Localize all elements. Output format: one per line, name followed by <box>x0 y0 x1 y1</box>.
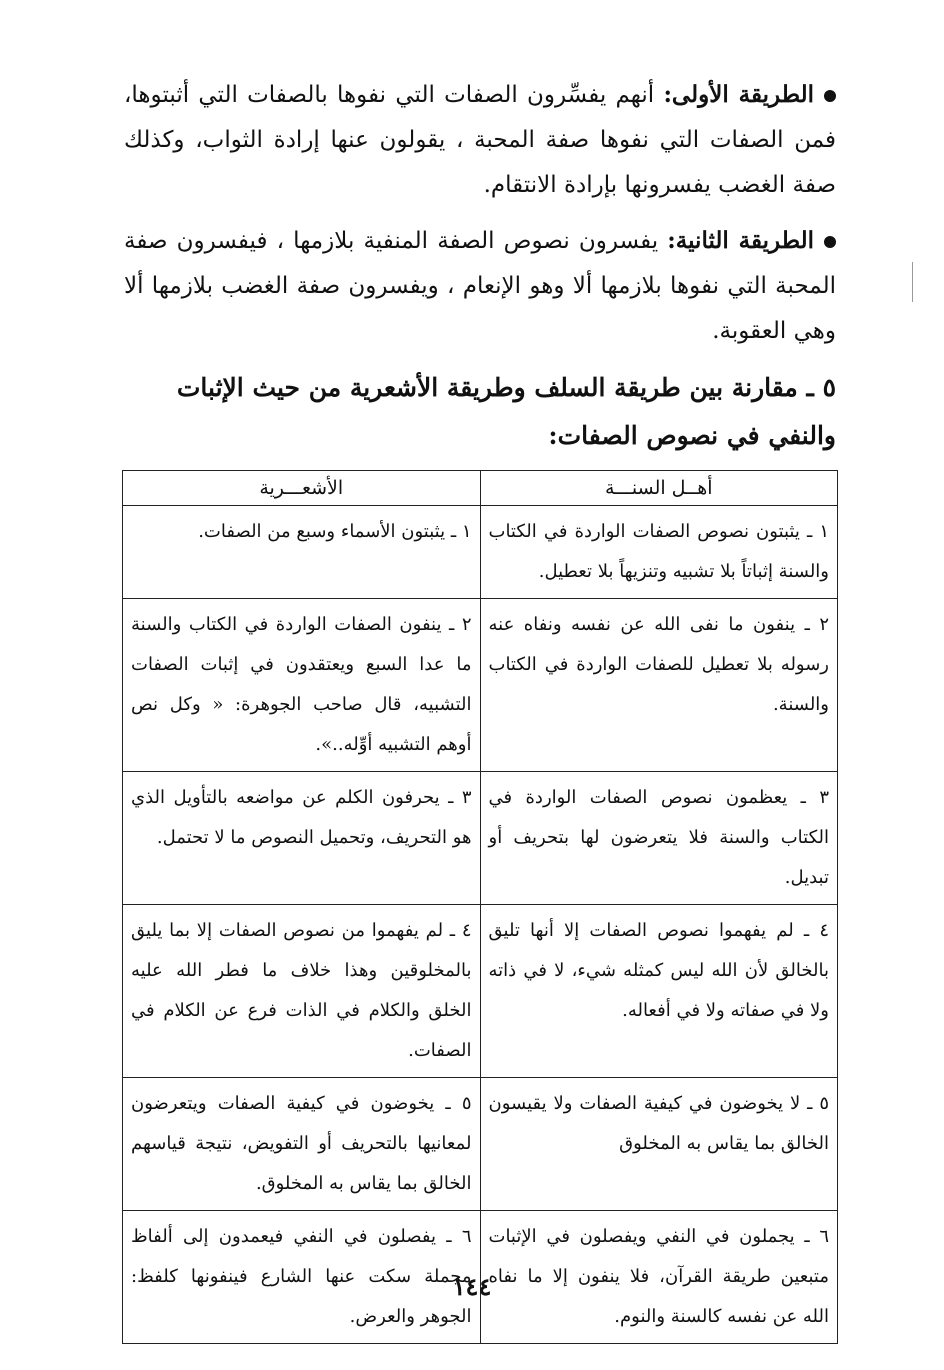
table-cell-ashariyya: ٣ ـ يحرفون الكلم عن مواضعه بالتأويل الذي هو التحريف، وتحميل النصوص ما لا تحتمل. <box>123 772 481 905</box>
table-row <box>123 506 838 599</box>
table-cell-ashariyya: ٤ ـ لم يفهموا من نصوص الصفات إلا بما يليق بالمخلوقين وهذا خلاف ما فطر الله عليه الخلق والكلام في الذات فرع عن الكلام في الصفات. <box>123 905 481 1078</box>
paragraph-second-method <box>124 218 836 354</box>
page-number: ١٤٤ <box>452 1272 492 1301</box>
table-cell-sunnah: ٥ ـ لا يخوضون في كيفية الصفات ولا يقيسون الخالق بما يقاس به المخلوق <box>480 1078 838 1211</box>
bullet-icon <box>824 236 836 248</box>
table-cell-sunnah: ٢ ـ ينفون ما نفى الله عن نفسه ونفاه عنه رسوله بلا تعطيل للصفات الواردة في الكتاب والسنة. <box>480 599 838 772</box>
paragraph-lead: الطريقة الثانية: <box>667 227 814 254</box>
table-row <box>123 772 838 905</box>
table-cell-ashariyya: ١ ـ يثبتون الأسماء وسبع من الصفات. <box>123 506 481 599</box>
paragraph-first-method <box>124 72 836 208</box>
table-row <box>123 1078 838 1211</box>
paragraph-lead: الطريقة الأولى: <box>663 81 814 108</box>
table-row <box>123 905 838 1078</box>
table-cell-sunnah: ٤ ـ لم يفهموا نصوص الصفات إلا أنها تليق بالخالق لأن الله ليس كمثله شيء، لا في ذاته ولا في صفاته ولا في أفعاله. <box>480 905 838 1078</box>
table-cell-ashariyya: ٥ ـ يخوضون في كيفية الصفات ويتعرضون لمعانيها بالتحريف أو التفويض، نتيجة قياسهم الخالق بما يقاس به المخلوق. <box>123 1078 481 1211</box>
table-cell-sunnah: ٣ ـ يعظمون نصوص الصفات الواردة في الكتاب والسنة فلا يتعرضون لها بتحريف أو تبديل. <box>480 772 838 905</box>
table-cell-ashariyya: ٦ ـ يفصلون في النفي فيعمدون إلى ألفاظ مجملة سكت عنها الشارع فينفونها كلفظ: الجوهر والعرض. <box>123 1211 481 1344</box>
table-cell-ashariyya: ٢ ـ ينفون الصفات الواردة في الكتاب والسنة ما عدا السبع ويعتقدون في إثبات الصفات التشبيه، قال صاحب الجوهرة: « وكل نص أوهم التشبيه أوِّله..». <box>123 599 481 772</box>
column-header-ahl-sunnah: أهــل السنـــة <box>480 471 838 506</box>
table-cell-sunnah: ٦ ـ يجملون في النفي ويفصلون في الإثبات متبعين طريقة القرآن، فلا ينفون إلا ما نفاه الله عن نفسه كالسنة والنوم. <box>480 1211 838 1344</box>
table-header-row <box>123 471 838 506</box>
column-header-ashariyya: الأشعـــرية <box>123 471 481 506</box>
bullet-icon <box>824 90 836 102</box>
section-heading: ٥ ـ مقارنة بين طريقة السلف وطريقة الأشعرية من حيث الإثبات والنفي في نصوص الصفات: <box>176 373 836 450</box>
table-row <box>123 599 838 772</box>
margin-mark <box>912 262 913 302</box>
comparison-table <box>122 470 838 1344</box>
paragraph-body: أنهم يفسِّرون الصفات التي نفوها بالصفات التي أثبتوها، فمن الصفات التي نفوها صفة المحبة ، يقولون عنها إرادة الثواب، وكذلك صفة الغضب يفسرونها بإرادة الانتقام. <box>124 82 836 198</box>
paragraph-body: يفسرون نصوص الصفة المنفية بلازمها ، فيفسرون صفة المحبة التي نفوها بلازمها ألا وهو الإنعام ، ويفسرون صفة الغضب بلازمها ألا وهي العقوبة. <box>124 228 836 344</box>
table-cell-sunnah: ١ ـ يثبتون نصوص الصفات الواردة في الكتاب والسنة إثباتاً بلا تشبيه وتنزيهاً بلا تعطيل. <box>480 506 838 599</box>
page-content <box>124 72 836 1344</box>
